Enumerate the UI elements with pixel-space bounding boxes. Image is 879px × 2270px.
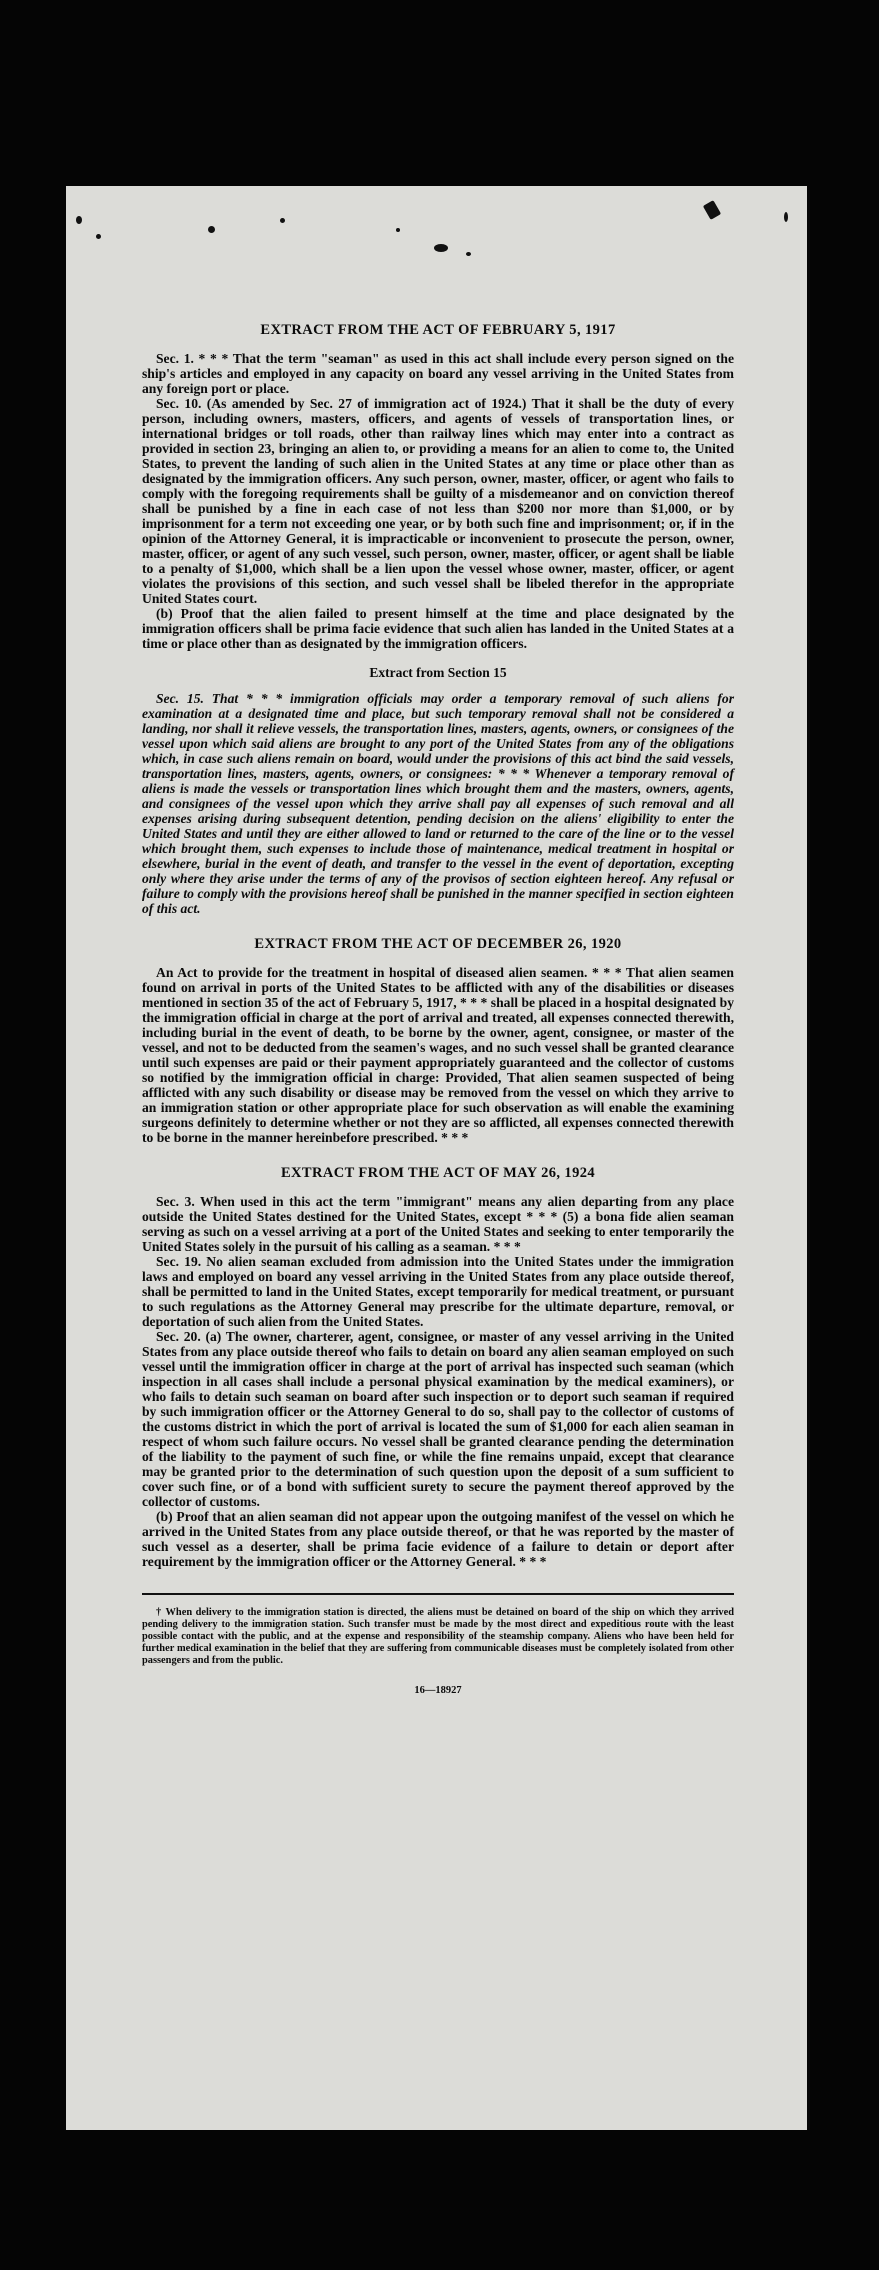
paragraph: Sec. 20. (a) The owner, charterer, agent, consignee, or master of any vessel arriving in the United States from any place outside thereof who fails to detain on board any alien seaman employed on such vessel until the immigration officer in charge at the port of arrival has inspected such seaman (which inspection in all cases shall include a personal physical examination by the medical examiners), or who fails to detain such seaman on board after such inspection or to deport such seaman if required by such immigration officer or the Attorney General to do so, shall pay to the collector of customs of the customs district in which the port of arrival is located the sum of $1,000 for each alien seaman in respect of whom such failure occurs. No vessel shall be granted clearance pending the determination of the liability to the payment of such fine, or while the fine remains unpaid, except that clearance may be granted prior to the determination of such question upon the deposit of a sum sufficient to cover such fine, or of a bond with sufficient surety to secure the payment thereof approved by the collector of customs. [142, 1329, 734, 1509]
page-content [142, 322, 734, 1696]
document-sheet [66, 186, 807, 2130]
footnote-divider [142, 1593, 734, 1595]
paragraph: Sec. 10. (As amended by Sec. 27 of immigration act of 1924.) That it shall be the duty of every person, including owners, masters, officers, and agents of vessels of transportation lines, or international bridges or toll roads, other than railway lines which may enter into a contract as provided in section 23, bringing an alien to, or providing a means for an alien to come to, the United States, to prevent the landing of such alien in the United States at any time or place other than as designated by the immigration officers. Any such person, owner, master, officer, or agent who fails to comply with the foregoing requirements shall be guilty of a misdemeanor and on conviction thereof shall be punished by a fine in each case of not less than $200 nor more than $1,000, or by imprisonment for a term not exceeding one year, or by both such fine and imprisonment; or, if in the opinion of the Attorney General, it is impracticable or inconvenient to prosecute the person, owner, master, officer, or agent of any such vessel, such person, owner, master, officer, or agent shall be liable to a penalty of $1,000, which shall be a lien upon the vessel whose owner, master, officer, or agent violates the provisions of this section, and such vessel shall be libeled therefor in the appropriate United States court. [142, 396, 734, 606]
footnote [142, 1607, 734, 1667]
section-heading: EXTRACT FROM THE ACT OF MAY 26, 1924 [280, 1165, 596, 1181]
paragraph: Sec. 1. * * * That the term "seaman" as used in this act shall include every person signed on the ship's articles and employed in any capacity on board any vessel arriving in the United States from any foreign port or place. [142, 351, 734, 396]
scan-speck [76, 216, 82, 224]
scan-speck [396, 228, 400, 232]
paragraph: An Act to provide for the treatment in hospital of diseased alien seamen. * * * That alien seamen found on arrival in ports of the United States to be afflicted with any of the disabilities or diseases mentioned in section 35 of the act of February 5, 1917, * * * shall be placed in a hospital designated by the immigration official in charge at the port of arrival and treated, all expenses connected therewith, including burial in the event of death, to be borne by the owner, agent, consignee, or master of the vessel, and not to be deducted from the seamen's wages, and no such vessel shall be granted clearance until such expenses are paid or their payment appropriately guaranteed and the collector of customs so notified by the immigration official in charge: Provided, That alien seamen suspected of being afflicted with any such disability or disease may be removed from the vessel on which they arrive to an immigration station or other appropriate place for such observation as will enable the examining surgeons definitely to determine whether or not they are so afflicted, all expenses connected therewith to be borne in the manner hereinbefore prescribed. * * * [142, 965, 734, 1145]
footnote-text: † When delivery to the immigration station is directed, the aliens must be detained on board of the ship on which they arrived pending delivery to the immigration station. Such transfer must be made by the most direct and expeditious route with the least possible contact with the public, and at the expense and responsibility of the steamship company. Aliens who have been held for further medical examination in the belief that they are suffering from communicable diseases must be completely isolated from other passengers and from the public. [142, 1607, 734, 1666]
paragraph: (b) Proof that the alien failed to present himself at the time and place designated by the immigration officers shall be prima facie evidence that such alien has landed in the United States at a time or place other than as designated by the immigration officers. [142, 606, 734, 651]
scan-speck [434, 244, 448, 252]
scan-speck [208, 226, 215, 233]
paragraph: (b) Proof that an alien seaman did not appear upon the outgoing manifest of the vessel on which he arrived in the United States from any place outside thereof, or that he was reported by the master of such vessel as a deserter, shall be prima facie evidence of a failure to detain or deport after requirement by the immigration officer or the Attorney General. * * * [142, 1509, 734, 1569]
scan-speck [703, 200, 721, 220]
scan-speck [96, 234, 101, 239]
form-number: 16—18927 [414, 1685, 462, 1696]
paragraph: Sec. 3. When used in this act the term "immigrant" means any alien departing from any place outside the United States destined for the United States, except * * * (5) a bona fide alien seaman serving as such on a vessel arriving at a port of the United States and seeking to enter temporarily the United States solely in the pursuit of his calling as a seaman. * * * [142, 1194, 734, 1254]
paragraph: Sec. 15. That * * * immigration officials may order a temporary removal of such aliens for examination at a designated time and place, but such temporary removal shall not be considered a landing, nor shall it relieve vessels, the transportation lines, masters, agents, owners, or consignees of the vessel upon which said aliens are brought to any port of the United States from any of the obligations which, in case such aliens remain on board, would under the provisions of this act bind the said vessels, transportation lines, masters, agents, owners, or consignees: * * * Whenever a temporary removal of aliens is made the vessels or transportation lines which brought them and the masters, owners, agents, and consignees of the vessel upon which they arrive shall pay all expenses of such removal and all expenses arising during subsequent detention, pending decision on the aliens' eligibility to enter the United States and until they are either allowed to land or returned to the care of the line or to the vessel which brought them, such expenses to include those of maintenance, medical treatment in hospital or elsewhere, burial in the event of death, and transfer to the vessel in the event of deportation, excepting only where they arise under the terms of any of the provisos of section eighteen hereof. Any refusal or failure to comply with the provisions hereof shall be punished in the manner specified in section eighteen of this act. [142, 691, 734, 916]
section-heading: EXTRACT FROM THE ACT OF DECEMBER 26, 1920 [254, 936, 622, 952]
scan-speck [466, 252, 471, 256]
faded-header-bleed [366, 274, 566, 290]
scan-speck [784, 212, 788, 222]
section-heading: EXTRACT FROM THE ACT OF FEBRUARY 5, 1917 [260, 322, 616, 338]
paragraph: Sec. 19. No alien seaman excluded from admission into the United States under the immigration laws and employed on board any vessel arriving in the United States from any place outside thereof, shall be permitted to land in the United States, except temporarily for medical treatment, or pursuant to such regulations as the Attorney General may prescribe for the ultimate departure, removal, or deportation of such alien from the United States. [142, 1254, 734, 1329]
subsection-heading: Extract from Section 15 [369, 665, 507, 680]
scan-speck [280, 218, 285, 223]
